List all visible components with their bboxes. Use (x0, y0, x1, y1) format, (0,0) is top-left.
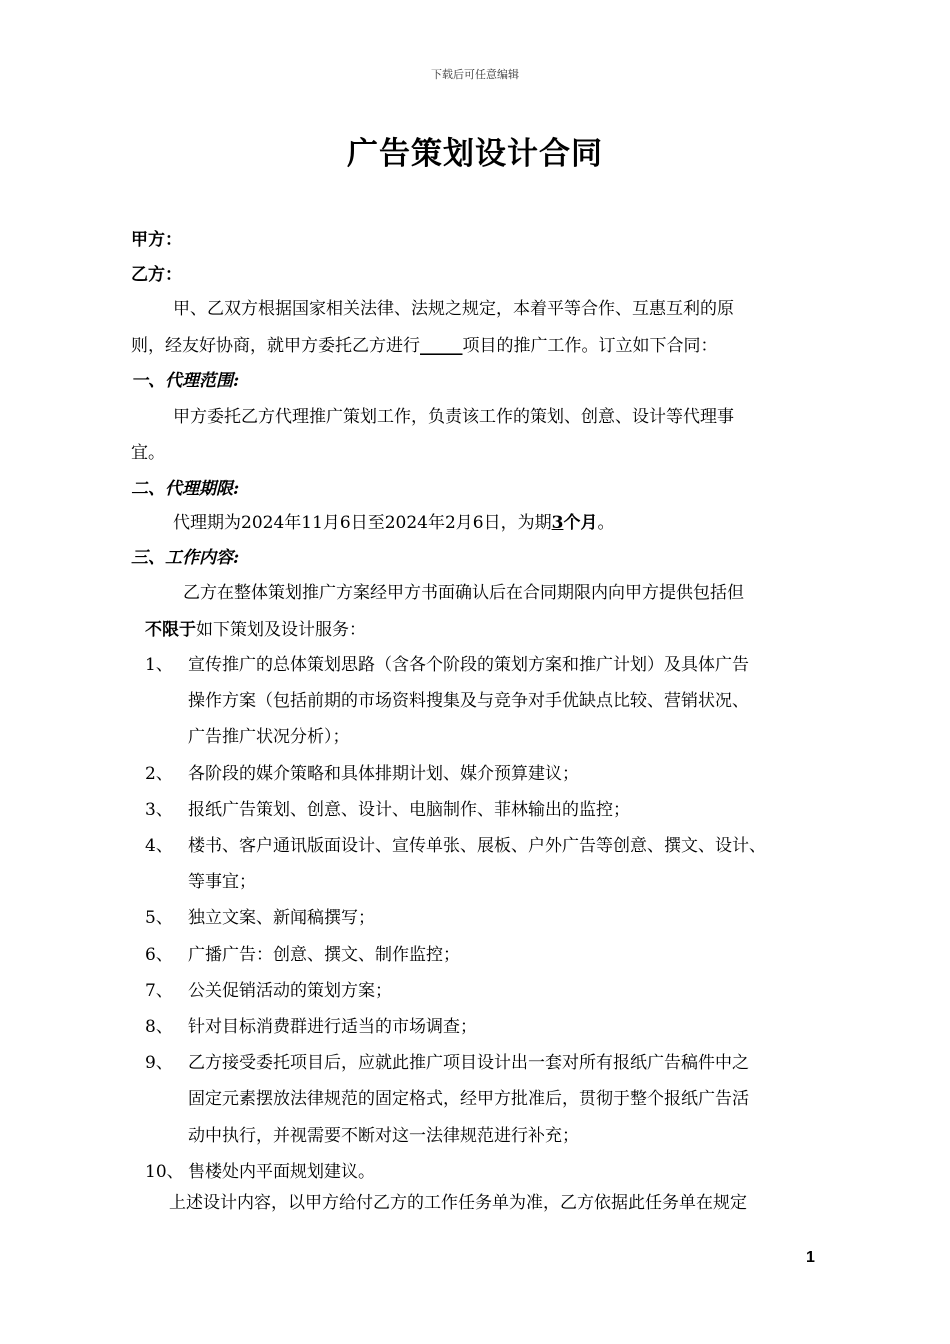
services-intro: 如下策划及设计服务： (196, 620, 366, 640)
service-item-text: 乙方接受委托项目后，应就此推广项目设计出一套对所有报纸广告稿件中之 (188, 1053, 749, 1074)
not-limited-to: 不限于 (145, 620, 196, 640)
section-1-heading: 一、代理范围: (131, 371, 240, 391)
service-item-text: 针对目标消费群进行适当的市场调查； (188, 1017, 477, 1037)
party-a-label: 甲方： (131, 230, 182, 250)
service-item-number: 3、 (145, 799, 173, 820)
page-number: 1 (806, 1249, 815, 1266)
service-item-text: 宣传推广的总体策划思路（含各个阶段的策划方案和推广计划）及具体广告 (188, 655, 749, 675)
intro-line-2 (131, 334, 718, 358)
service-item-number: 6、 (145, 944, 173, 965)
section-3-line-2 (145, 618, 366, 642)
agency-period-text: 代理期为2024年11月6日至2024年2月6日，为期 (173, 513, 552, 533)
intro-line-2-pre: 则，经友好协商，就甲方委托乙方进行 (131, 336, 420, 356)
section-1-line-2: 宜。 (131, 443, 165, 463)
service-item-number: 4、 (145, 836, 173, 856)
service-item-text: 等事宜； (188, 872, 256, 893)
service-item-number: 5、 (145, 908, 173, 929)
page-header: 下载后可任意编辑 (431, 68, 519, 81)
service-item-number: 7、 (145, 980, 173, 1001)
service-item-text: 动中执行，并视需要不断对这一法律规范进行补充； (188, 1125, 579, 1146)
section-3-closing: 上述设计内容，以甲方给付乙方的工作任务单为准，乙方依据此任务单在规定 (169, 1193, 747, 1213)
agency-period-line (173, 511, 614, 535)
service-item-number: 2、 (145, 763, 173, 784)
service-item-number: 10、 (145, 1161, 184, 1182)
service-item-text: 公关促销活动的策划方案； (188, 980, 392, 1001)
period-months-value: 3 (551, 513, 564, 533)
document-title: 广告策划设计合同 (347, 136, 603, 172)
service-item-number: 9、 (145, 1053, 173, 1074)
section-2-heading: 二、代理期限: (131, 479, 240, 499)
service-item-text: 各阶段的媒介策略和具体排期计划、媒介预算建议； (188, 763, 579, 784)
party-b-label: 乙方： (131, 265, 182, 285)
service-item-text: 广播广告：创意、撰文、制作监控； (188, 944, 460, 965)
service-item-text: 广告推广状况分析）； (188, 727, 350, 748)
section-3-line-1: 乙方在整体策划推广方案经甲方书面确认后在合同期限内向甲方提供包括但 (183, 583, 744, 603)
service-item-number: 1、 (145, 655, 173, 675)
service-item-text: 独立文案、新闻稿撰写； (188, 908, 375, 929)
section-3-heading: 三、工作内容: (131, 548, 240, 568)
service-item-text: 售楼处内平面规划建议。 (188, 1161, 375, 1182)
intro-line-2-post: 项目的推广工作。订立如下合同： (462, 336, 718, 356)
agency-period-end: 。 (597, 513, 615, 533)
intro-line-1: 甲、乙双方根据国家相关法律、法规之规定，本着平等合作、互惠互利的原 (173, 299, 734, 319)
service-item-text: 操作方案（包括前期的市场资料搜集及与竞争对手优缺点比较、营销状况、 (188, 691, 749, 712)
service-item-number: 8、 (145, 1017, 173, 1037)
period-months-unit: 个月 (563, 513, 598, 533)
service-item-text: 报纸广告策划、创意、设计、电脑制作、菲林输出的监控； (188, 799, 630, 820)
service-item-text: 固定元素摆放法律规范的固定格式，经甲方批准后，贯彻于整个报纸广告活 (188, 1089, 749, 1110)
project-name-blank: _____ (420, 336, 463, 356)
service-item-text: 楼书、客户通讯版面设计、宣传单张、展板、户外广告等创意、撰文、设计、 (188, 836, 766, 856)
section-1-line-1: 甲方委托乙方代理推广策划工作，负责该工作的策划、创意、设计等代理事 (173, 407, 734, 427)
